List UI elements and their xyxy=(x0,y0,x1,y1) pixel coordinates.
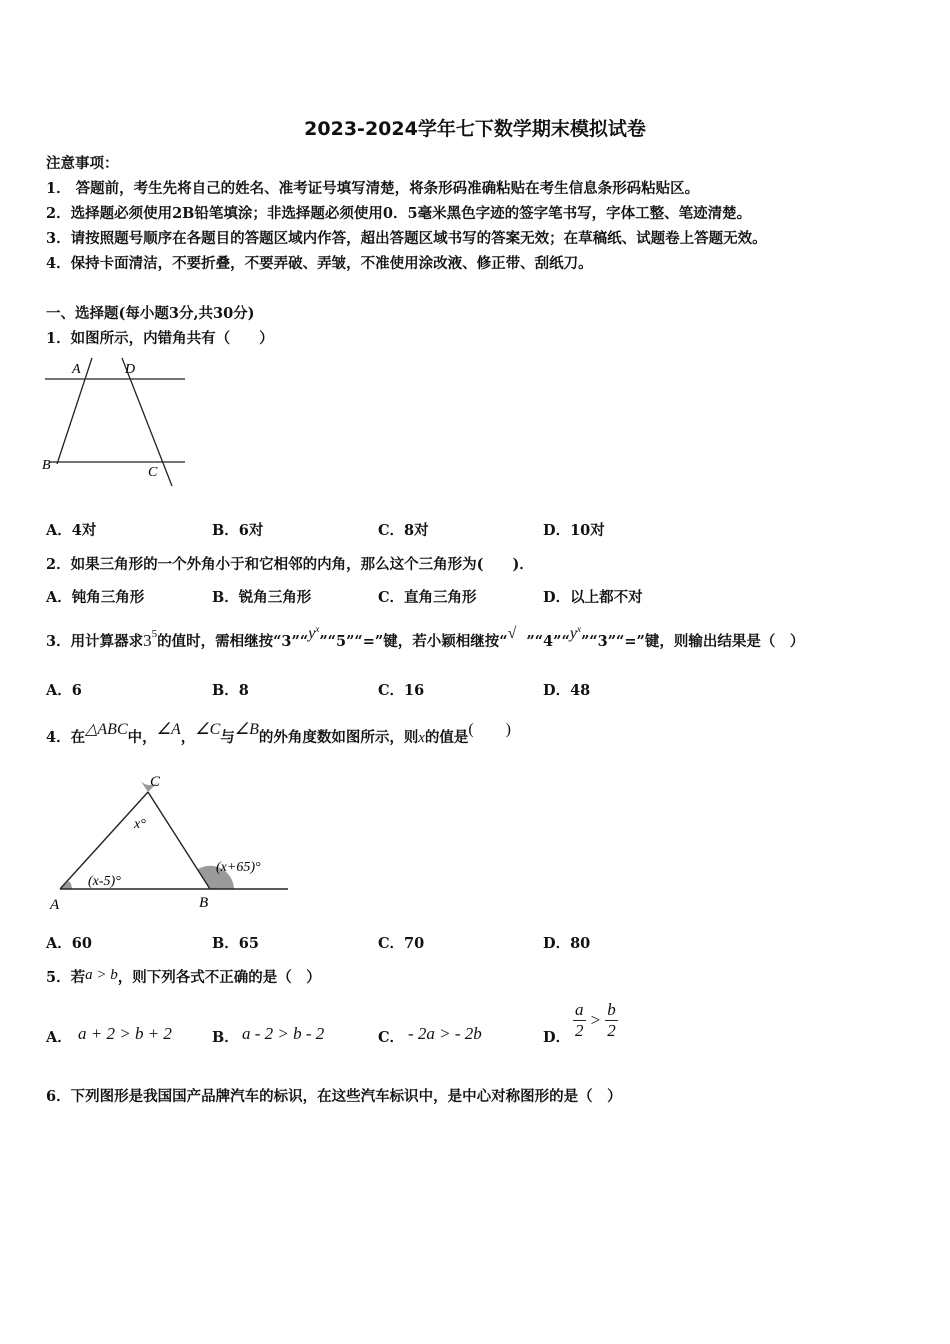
option-d: D．80 xyxy=(543,935,591,952)
option-d: D．10对 xyxy=(543,522,605,539)
question-3-stem: 3．用计算器求$3^5$的值时，需相继按“$3”“y^x”“5”“=$”键，若小颖相继按“√ $”“4”“y^x”“3”“=$”键，则输出结果是（ ） xyxy=(46,624,805,650)
point-label-d: D xyxy=(125,362,136,377)
option-b: B．65 xyxy=(212,935,259,952)
option-c-label: C． xyxy=(378,1029,405,1046)
parallel-lines-figure xyxy=(40,356,190,491)
option-d: D．以上都不对 xyxy=(543,589,643,606)
angle-label-a: (x-5)° xyxy=(88,874,121,889)
section-heading: 一、选择题(每小题3分,共30分) xyxy=(46,305,255,322)
option-a-expr: a + 2 > b + 2 xyxy=(78,1024,172,1043)
question-1-stem: 1．如图所示，内错角共有（ ） xyxy=(46,330,274,347)
option-d: D．48 xyxy=(543,682,591,699)
option-b: B．锐角三角形 xyxy=(212,589,312,606)
notice-item: 2．选择题必须使用2B铅笔填涂；非选择题必须使用0．5毫米黑色字迹的签字笔书写，字体工整、笔迹清楚。 xyxy=(46,205,752,222)
angle-label-x: x° xyxy=(134,817,146,832)
angle-label-b: (x+65)° xyxy=(216,860,261,875)
option-b-expr: a - 2 > b - 2 xyxy=(242,1024,325,1043)
option-a: A．60 xyxy=(46,935,92,952)
option-b: B．6对 xyxy=(212,522,264,539)
option-d-expr: $\frac{a}{2}$ > $\frac{b}{2}$ xyxy=(575,1000,616,1040)
notice-item: 3．请按照题号顺序在各题目的答题区域内作答，超出答题区域书写的答案无效；在草稿纸、试题卷上答题无效。 xyxy=(46,230,767,247)
option-c: C．8对 xyxy=(378,522,429,539)
question-5-stem: 5．若a > b，则下列各式不正确的是（ ） xyxy=(46,967,321,986)
point-label-b: B xyxy=(42,458,51,473)
question-6-stem: 6．下列图形是我国国产品牌汽车的标识，在这些汽车标识中，是中心对称图形的是（ ） xyxy=(46,1088,622,1105)
option-b-label: B． xyxy=(212,1029,239,1046)
notice-item: 4．保持卡面清洁，不要折叠，不要弄破、弄皱，不准使用涂改液、修正带、刮纸刀。 xyxy=(46,255,593,272)
option-b: B．8 xyxy=(212,682,249,699)
option-c: C．16 xyxy=(378,682,425,699)
option-a: A．钝角三角形 xyxy=(46,589,145,606)
option-a: A．6 xyxy=(46,682,82,699)
vertex-label-b: B xyxy=(199,895,209,911)
point-label-c: C xyxy=(148,465,158,480)
option-c: C．70 xyxy=(378,935,425,952)
option-c-expr: - 2a > - 2b xyxy=(408,1024,482,1043)
option-a-label: A． xyxy=(46,1029,72,1046)
option-d-label: D． xyxy=(543,1029,571,1046)
vertex-label-c: C xyxy=(150,774,161,790)
point-label-a: A xyxy=(72,362,81,377)
triangle-figure xyxy=(44,770,294,915)
page-title: 2023-2024学年七下数学期末模拟试卷 xyxy=(304,118,646,140)
notice-item: 1． 答题前，考生先将自己的姓名、准考证号填写清楚，将条形码准确粘贴在考生信息条形码粘贴区。 xyxy=(46,180,700,197)
question-4-stem: 4．在△ABC中，∠A，∠C与∠B的外角度数如图所示，则x的值是( ) xyxy=(46,721,511,746)
question-2-stem: 2．如果三角形的一个外角小于和它相邻的内角，那么这个三角形为( )． xyxy=(46,556,534,573)
option-a: A．4对 xyxy=(46,522,97,539)
notice-heading: 注意事项： xyxy=(46,155,119,172)
option-c: C．直角三角形 xyxy=(378,589,477,606)
vertex-label-a: A xyxy=(50,897,60,913)
